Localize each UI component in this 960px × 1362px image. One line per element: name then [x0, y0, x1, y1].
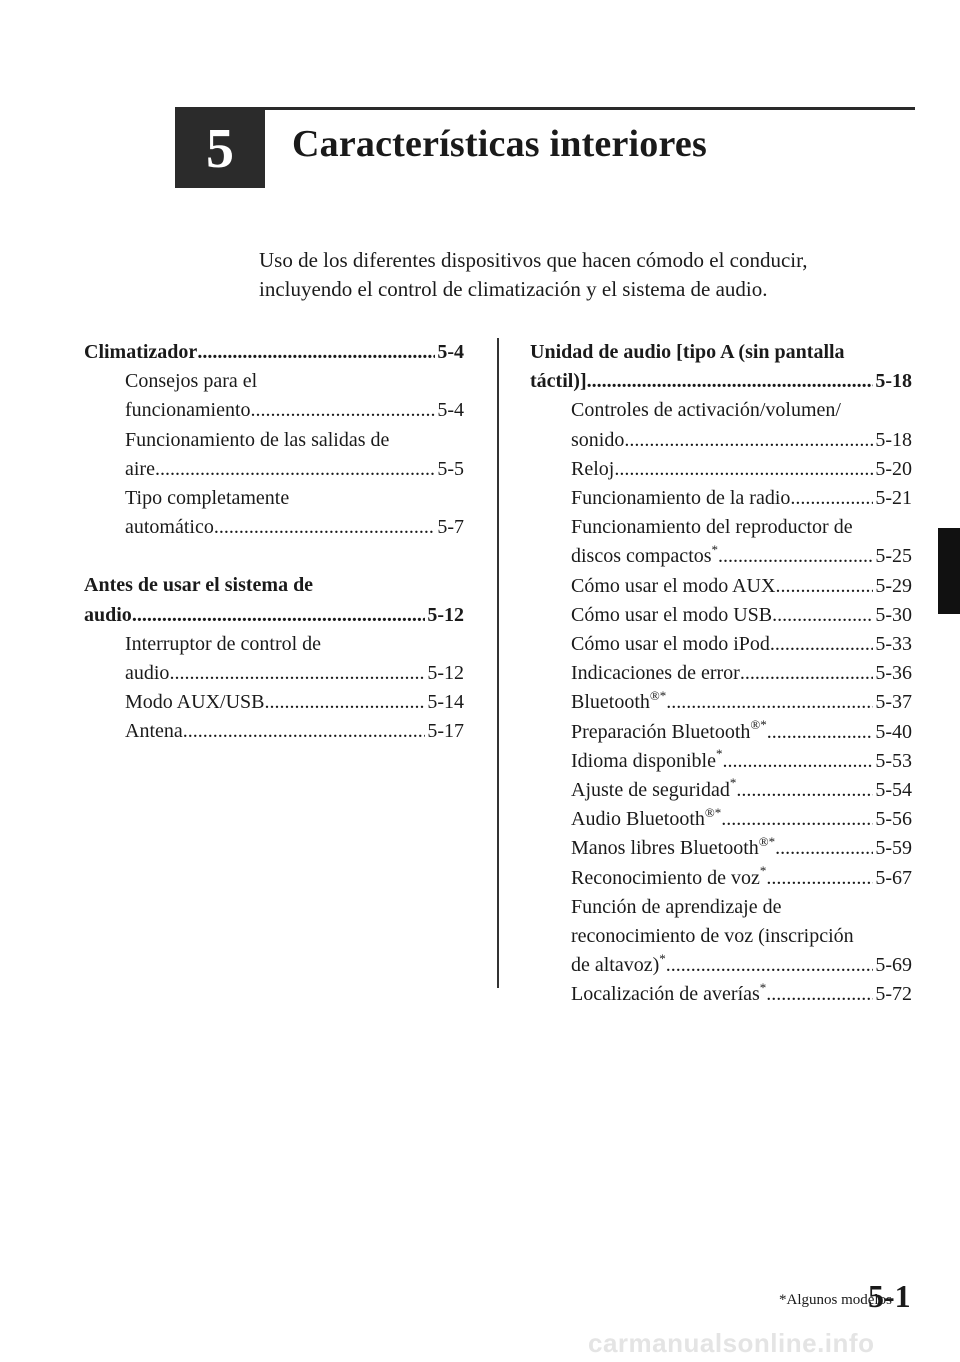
toc-entry-text: táctil)] — [530, 370, 587, 393]
toc-page-ref: 5-67 — [875, 866, 912, 889]
toc-entry-line[interactable] — [571, 630, 912, 659]
toc-entry-marker: * — [711, 541, 719, 557]
toc-entry — [530, 396, 912, 454]
toc-entry-text: Idioma disponible — [571, 749, 716, 772]
toc-entry-label — [84, 338, 197, 367]
toc-entry-label — [530, 367, 587, 396]
toc-page-ref: 5-54 — [875, 779, 912, 802]
chapter-rule — [175, 107, 915, 110]
toc-entry — [530, 630, 912, 659]
toc-entry — [530, 893, 912, 981]
toc-section — [84, 338, 464, 542]
dot-leader — [767, 718, 874, 747]
toc-entry-text: Climatizador — [84, 341, 198, 363]
toc-entry-marker: ®* — [649, 687, 667, 703]
toc-entry-text: reconocimiento de voz (inscripción — [571, 925, 854, 948]
toc-entry-text: Reloj — [571, 457, 615, 480]
dot-leader — [772, 601, 873, 630]
toc-entry-label — [125, 659, 169, 688]
toc-entry-label — [571, 455, 614, 484]
toc-entry-marker: * — [715, 746, 723, 762]
dot-leader — [766, 980, 873, 1009]
toc-entry-line[interactable] — [571, 718, 912, 747]
toc-entry-line[interactable] — [125, 688, 464, 717]
toc-entry-text: Modo AUX/USB — [125, 691, 265, 714]
dot-leader — [770, 630, 873, 659]
toc-entry-marker: * — [659, 950, 666, 966]
toc-section-title-text: Antes de usar el sistema de — [84, 574, 314, 597]
toc-entry — [530, 980, 912, 1009]
chapter-number: 5 — [206, 118, 234, 180]
toc-entry-label — [571, 630, 770, 659]
toc-entry-text: funcionamiento — [125, 399, 251, 422]
toc-entry-line[interactable] — [571, 426, 912, 455]
dot-leader — [183, 717, 426, 746]
dot-leader — [251, 396, 436, 425]
dot-leader — [790, 484, 873, 513]
dot-leader — [666, 688, 873, 717]
toc-entry-label — [571, 747, 722, 776]
toc-entry — [530, 513, 912, 571]
toc-entry-text: audio — [84, 603, 132, 626]
toc-entry-text: Consejos para el — [125, 370, 258, 393]
toc-page-ref: 5-30 — [875, 603, 912, 626]
toc-entry-marker: * — [729, 775, 737, 791]
toc-entry-label — [571, 688, 666, 717]
toc-entry-label — [571, 484, 790, 513]
toc-section-title-line[interactable] — [84, 601, 464, 630]
toc-section-title — [530, 338, 912, 396]
toc-page-ref: 5-36 — [875, 662, 912, 685]
toc-entry-label — [571, 776, 736, 805]
toc-entry-text: Funcionamiento de las salidas de — [125, 428, 390, 451]
toc-entry-text: Antena — [125, 720, 183, 743]
toc-entry-text: Funcionamiento de la radio — [571, 487, 791, 510]
toc-entry-text: Ajuste de seguridad — [571, 779, 730, 802]
toc-page-ref: 5-20 — [875, 457, 912, 480]
toc-entry-line[interactable] — [571, 572, 912, 601]
toc-entry-label — [571, 805, 721, 834]
toc-page-ref: 5-69 — [875, 954, 912, 977]
toc-entry-text: Cómo usar el modo USB — [571, 603, 773, 626]
toc-entry-line[interactable] — [125, 659, 464, 688]
toc-entry-label — [571, 834, 775, 863]
toc-entry-marker: ®* — [750, 716, 767, 732]
chapter-number-box — [175, 110, 265, 188]
toc-page-ref: 5-37 — [875, 691, 912, 714]
toc-entry-marker: ®* — [758, 833, 776, 849]
toc-entry-text: sonido — [571, 428, 625, 451]
toc-entry-line[interactable] — [125, 455, 464, 484]
toc-page-ref: 5-4 — [437, 399, 464, 422]
dot-leader — [214, 513, 435, 542]
toc-entry-text: audio — [125, 662, 170, 685]
toc-entry-marker: * — [759, 979, 767, 995]
toc-section-title-text: Unidad de audio [tipo A (sin pantalla — [530, 341, 845, 363]
toc-entry-line[interactable] — [571, 688, 912, 717]
toc-entry-line[interactable] — [571, 601, 912, 630]
dot-leader — [587, 367, 874, 396]
dot-leader — [614, 455, 873, 484]
toc-entry — [84, 367, 464, 425]
toc-page-ref: 5-59 — [875, 837, 912, 860]
toc-entry-text: Indicaciones de error — [571, 662, 740, 685]
toc-page-ref: 5-12 — [427, 662, 464, 685]
toc-section — [530, 338, 912, 1010]
toc-section — [84, 571, 464, 746]
dot-leader — [775, 834, 873, 863]
toc-page-ref: 5-18 — [875, 370, 912, 393]
intro-line: incluyendo el control de climatización y el sistema de audio. — [259, 277, 768, 301]
toc-page-ref: 5-56 — [875, 808, 912, 831]
intro-line: Uso de los diferentes dispositivos que hacen cómodo el conducir, — [259, 248, 808, 272]
toc-page-ref: 5-14 — [427, 691, 464, 714]
toc-section-title — [84, 571, 464, 629]
toc-page-ref: 5-53 — [875, 749, 912, 772]
toc-entry-text: aire — [125, 457, 155, 480]
toc-page-ref: 5-29 — [875, 574, 912, 597]
toc-entry-marker: ®* — [704, 804, 722, 820]
toc-entry-label — [571, 718, 767, 747]
toc-entry — [530, 455, 912, 484]
dot-leader — [736, 776, 873, 805]
toc-entry-label — [571, 864, 766, 893]
dot-leader — [722, 747, 873, 776]
toc-entry-line[interactable] — [571, 951, 912, 980]
toc-entry — [530, 805, 912, 834]
toc-entry-text: automático — [125, 516, 214, 539]
toc-page-ref: 5-33 — [875, 633, 912, 656]
dot-leader — [721, 805, 873, 834]
toc-entry-text: Funcionamiento del reproductor de — [571, 516, 853, 539]
toc-entry-text: Cómo usar el modo iPod — [571, 633, 770, 656]
toc-entry-line[interactable] — [571, 776, 912, 805]
toc-entry-text: Interruptor de control de — [125, 632, 322, 655]
toc-entry — [530, 776, 912, 805]
toc-page-ref: 5-40 — [875, 720, 912, 743]
toc-section-title — [84, 338, 464, 367]
toc-entry-text: Bluetooth — [571, 691, 650, 714]
toc-section-title-line[interactable] — [84, 338, 464, 367]
toc-entry-label — [125, 396, 251, 425]
toc-entry — [530, 834, 912, 863]
toc-entry-label — [125, 688, 264, 717]
chapter-title: Características interiores — [292, 123, 707, 165]
toc-entry-label — [571, 951, 666, 980]
toc-entry-line[interactable] — [571, 455, 912, 484]
dot-leader — [155, 455, 435, 484]
dot-leader — [169, 659, 425, 688]
toc-page-ref: 5-72 — [875, 983, 912, 1006]
dot-leader — [132, 601, 426, 630]
toc-column-left — [84, 338, 464, 747]
toc-entry — [84, 484, 464, 542]
toc-entry — [530, 572, 912, 601]
toc-entry-label — [125, 717, 183, 746]
toc-entry — [530, 864, 912, 893]
toc-entry-line[interactable] — [571, 747, 912, 776]
toc-page-ref: 5-21 — [875, 487, 912, 510]
toc-entry-label — [571, 659, 740, 688]
dot-leader — [264, 688, 425, 717]
toc-entry-text: Reconocimiento de voz — [571, 866, 760, 889]
page-number: 5-1 — [868, 1278, 911, 1314]
toc-entry — [530, 659, 912, 688]
toc-entry — [530, 718, 912, 747]
toc-entry — [530, 601, 912, 630]
toc-entry-label — [571, 542, 718, 571]
toc-entry — [530, 484, 912, 513]
column-divider — [497, 338, 499, 988]
toc-entry — [84, 426, 464, 484]
dot-leader — [775, 572, 873, 601]
toc-entry-line[interactable] — [125, 396, 464, 425]
toc-entry-marker: * — [759, 863, 767, 878]
toc-entry-text: Cómo usar el modo AUX — [571, 574, 776, 597]
toc-entry-line[interactable] — [571, 659, 912, 688]
toc-page-ref: 5-25 — [875, 545, 912, 568]
toc-page-ref: 5-12 — [427, 603, 464, 626]
toc-entry-text: Tipo completamente — [125, 487, 290, 510]
toc-entry — [84, 717, 464, 746]
toc-entry-label — [125, 455, 155, 484]
dot-leader — [624, 426, 873, 455]
toc-page-ref: 5-5 — [437, 457, 464, 480]
dot-leader — [718, 542, 873, 571]
toc-entry-text: discos compactos — [571, 545, 712, 568]
toc-page-ref: 5-7 — [437, 516, 464, 539]
toc-entry-label — [571, 572, 775, 601]
chapter-thumb-tab — [938, 528, 960, 614]
toc-entry-text: Audio Bluetooth — [571, 808, 705, 831]
toc-entry-label — [571, 980, 766, 1009]
toc-entry-label — [571, 426, 624, 455]
toc-entry — [84, 630, 464, 688]
toc-entry — [84, 688, 464, 717]
toc-section-title-line[interactable] — [530, 367, 912, 396]
toc-entry-line[interactable] — [571, 834, 912, 863]
toc-entry-line[interactable] — [571, 864, 912, 893]
toc-entry-text: Controles de activación/volumen/ — [571, 399, 841, 422]
toc-page-ref: 5-17 — [427, 720, 464, 743]
chapter-intro — [259, 246, 899, 304]
toc-entry-line[interactable] — [571, 542, 912, 571]
toc-entry-label — [84, 601, 132, 630]
dot-leader — [666, 951, 874, 980]
toc-entry-line[interactable] — [571, 484, 912, 513]
watermark: carmanualsonline.info — [588, 1328, 875, 1358]
toc-entry-text: Función de aprendizaje de — [571, 895, 782, 918]
toc-column-right — [530, 338, 912, 1010]
toc-entry — [530, 688, 912, 717]
toc-entry-text: Manos libres Bluetooth — [571, 837, 759, 860]
dot-leader — [740, 659, 874, 688]
toc-entry-label — [571, 601, 772, 630]
toc-entry-text: Preparación Bluetooth — [571, 720, 751, 743]
toc-entry-label — [125, 513, 214, 542]
toc-entry-text: de altavoz) — [571, 954, 660, 977]
toc-entry-line[interactable] — [125, 513, 464, 542]
toc-page-ref: 5-18 — [875, 428, 912, 451]
dot-leader — [197, 338, 435, 367]
toc-entry-text: Localización de averías — [571, 983, 760, 1006]
dot-leader — [766, 864, 873, 893]
toc-entry — [530, 747, 912, 776]
toc-entry-line[interactable] — [571, 805, 912, 834]
toc-entry-line[interactable] — [571, 980, 912, 1009]
toc-entry-line[interactable] — [125, 717, 464, 746]
footnote: *Algunos modelos — [779, 1292, 892, 1308]
toc-page-ref: 5-4 — [437, 341, 464, 363]
